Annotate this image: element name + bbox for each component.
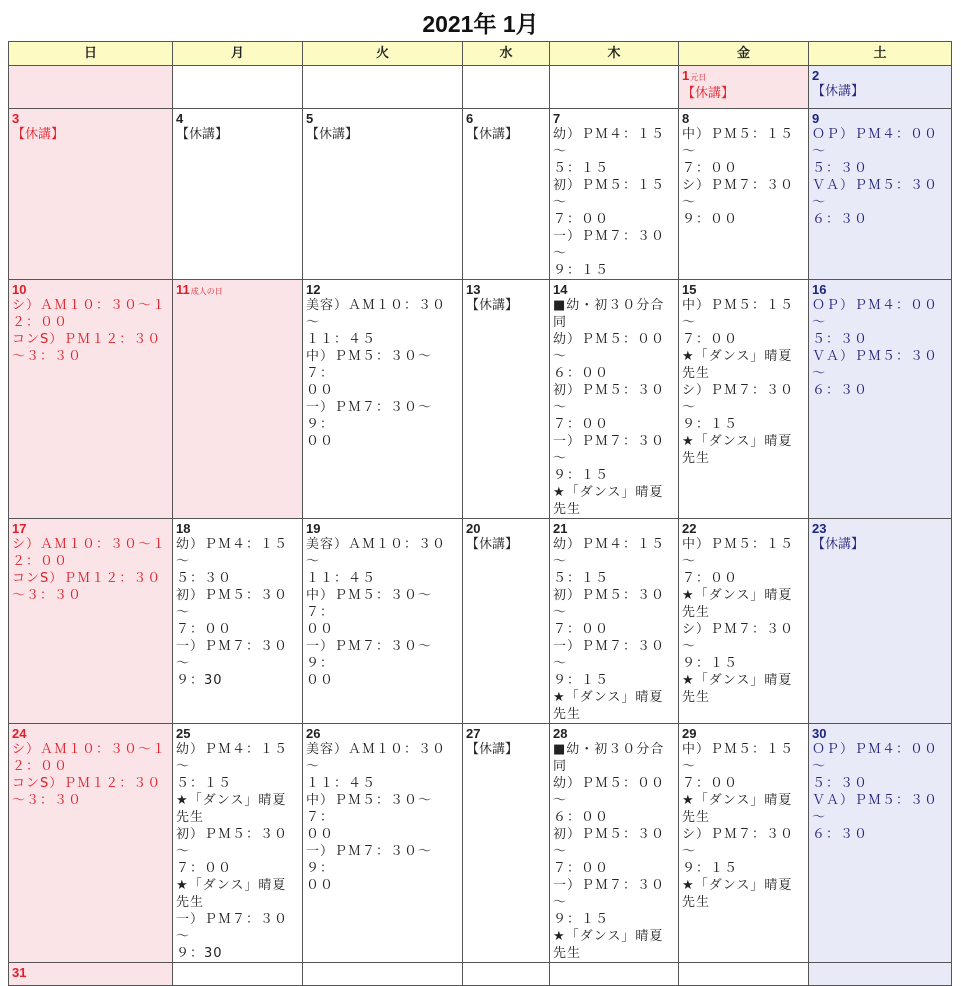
schedule-line: １１：４５ (306, 571, 377, 586)
schedule-line: 同 (553, 759, 568, 774)
day-number: 15 (682, 282, 697, 297)
schedule-line: 初）ＰＭ５：３０～ (176, 588, 289, 620)
schedule-line: 一）ＰＭ７：３０～ (553, 229, 666, 261)
day-cell-8 (679, 109, 809, 280)
schedule-line: 一）ＰＭ７：３０～９： (306, 639, 433, 671)
holiday-label: 成人の日 (190, 287, 223, 296)
schedule-line: 美容）ＡＭ１０：３０～ (306, 298, 447, 330)
kyuko-label: 【休講】 (176, 127, 229, 142)
day-cell-15 (679, 280, 809, 519)
calendar-table (8, 41, 952, 986)
schedule-line: 一）ＰＭ７：３０～９： (306, 400, 433, 432)
schedule-line: 幼）ＰＭ４：１５～ (553, 537, 666, 569)
weekday-sun: 日 (9, 42, 173, 66)
weekday-header-row (9, 42, 952, 66)
kyuko-label: 【休講】 (812, 84, 865, 99)
schedule-line: 幼）ＰＭ４：１５～ (553, 127, 666, 159)
day-number: 24 (12, 726, 27, 741)
day-number: 28 (553, 726, 568, 741)
schedule-line: 中）ＰＭ５：３０～７： (306, 349, 433, 381)
day-cell-30 (809, 724, 952, 963)
week-row (9, 519, 952, 724)
schedule-line: ２：００ (12, 315, 69, 330)
schedule-line: 先生 (682, 451, 711, 466)
schedule-line: シ）ＡＭ１０：３０～１ (12, 537, 167, 552)
kyuko-label: 【休講】 (682, 86, 735, 101)
schedule-line: 先生 (682, 895, 711, 910)
schedule-line: シ）ＰＭ７：３０～ (682, 827, 795, 859)
schedule-line: ■幼・初３０分合 (553, 298, 665, 313)
schedule-line: 幼）ＰＭ５：００～ (553, 332, 666, 364)
schedule-line: ９：30 (176, 673, 223, 688)
day-number: 16 (812, 282, 827, 297)
week-row (9, 66, 952, 109)
schedule-line: ～３：３０ (12, 588, 83, 603)
day-cell-3 (9, 109, 173, 280)
kyuko-label: 【休講】 (466, 537, 519, 552)
schedule-line: ７：００ (176, 622, 233, 637)
day-number: 4 (176, 111, 184, 126)
schedule-line: ７：００ (682, 332, 739, 347)
day-number: 3 (12, 111, 20, 126)
day-cell-2 (809, 66, 952, 109)
schedule-line: ６：３０ (812, 383, 869, 398)
schedule-line: ００ (306, 434, 335, 449)
kyuko-label: 【休講】 (466, 127, 519, 142)
schedule-line: 初）ＰＭ５：３０～ (553, 827, 666, 859)
schedule-line: ６：００ (553, 810, 610, 825)
schedule-line: 美容）ＡＭ１０：３０～ (306, 742, 447, 774)
kyuko-label: 【休講】 (306, 127, 359, 142)
kyuko-label: 【休講】 (466, 742, 519, 757)
day-number: 1元日 (682, 68, 707, 83)
schedule-line: 一）ＰＭ７：３０～９： (306, 844, 433, 876)
day-cell-20 (463, 519, 550, 724)
schedule-line: 先生 (553, 502, 582, 517)
day-number: 8 (682, 111, 690, 126)
schedule-line: 一）ＰＭ７：３０～ (553, 639, 666, 671)
schedule-line: 一）ＰＭ７：３０～ (553, 434, 666, 466)
day-cell-13 (463, 280, 550, 519)
day-cell-1 (679, 66, 809, 109)
day-number: 26 (306, 726, 321, 741)
schedule-line: ００ (306, 622, 335, 637)
day-number: 17 (12, 521, 27, 536)
schedule-line: コンS）ＰＭ１２：３０ (12, 332, 162, 347)
schedule-line: ★「ダンス」晴夏 (682, 793, 793, 808)
kyuko-label: 【休講】 (812, 537, 865, 552)
empty-cell (809, 963, 952, 986)
day-number: 5 (306, 111, 314, 126)
schedule-line: コンS）ＰＭ１２：３０ (12, 571, 162, 586)
schedule-line: ５：１５ (553, 161, 610, 176)
day-cell-12 (303, 280, 463, 519)
schedule-line: ★「ダンス」晴夏 (553, 929, 664, 944)
schedule-line: ＶＡ）ＰＭ５：３０～ (812, 793, 939, 825)
schedule-line: ２：００ (12, 759, 69, 774)
schedule-line: ００ (306, 878, 335, 893)
schedule-line: ５：１５ (176, 776, 233, 791)
schedule-line: １１：４５ (306, 332, 377, 347)
day-cell-14 (550, 280, 679, 519)
week-row (9, 109, 952, 280)
schedule-line: ５：３０ (812, 776, 869, 791)
day-number: 27 (466, 726, 481, 741)
schedule-line: ７：００ (682, 161, 739, 176)
schedule-line: 先生 (682, 605, 711, 620)
schedule-line: ★「ダンス」晴夏 (682, 673, 793, 688)
schedule-line: ９：００ (682, 212, 739, 227)
schedule-line: ～３：３０ (12, 349, 83, 364)
schedule-line: 中）ＰＭ５：３０～７： (306, 793, 433, 825)
schedule-line: 初）ＰＭ５：３０～ (176, 827, 289, 859)
schedule-line: ７：００ (176, 861, 233, 876)
schedule-line: ９：１５ (682, 417, 739, 432)
schedule-line: シ）ＡＭ１０：３０～１ (12, 298, 167, 313)
day-number: 31 (12, 965, 27, 980)
empty-cell (303, 963, 463, 986)
day-number: 23 (812, 521, 827, 536)
schedule-line: ９：１５ (553, 263, 610, 278)
schedule-line: 中）ＰＭ５：３０～７： (306, 588, 433, 620)
schedule-line: シ）ＰＭ７：３０～ (682, 178, 795, 210)
schedule-line: 先生 (682, 690, 711, 705)
day-cell-28 (550, 724, 679, 963)
schedule-line: ★「ダンス」晴夏 (682, 349, 793, 364)
day-number: 13 (466, 282, 481, 297)
schedule-line: ９：１５ (553, 673, 610, 688)
schedule-line: ★「ダンス」晴夏 (176, 878, 287, 893)
kyuko-label: 【休講】 (466, 298, 519, 313)
day-cell-5 (303, 109, 463, 280)
schedule-line: ＯＰ）ＰＭ４：００～ (812, 127, 939, 159)
schedule-line: ６：３０ (812, 212, 869, 227)
empty-cell (463, 66, 550, 109)
schedule-line: ００ (306, 673, 335, 688)
day-number: 10 (12, 282, 27, 297)
schedule-line: シ）ＡＭ１０：３０～１ (12, 742, 167, 757)
schedule-line: 先生 (176, 895, 205, 910)
day-cell-25 (173, 724, 303, 963)
day-cell-9 (809, 109, 952, 280)
schedule-line: ★「ダンス」晴夏 (553, 485, 664, 500)
schedule-line: ７：００ (682, 776, 739, 791)
empty-cell (550, 66, 679, 109)
day-cell-29 (679, 724, 809, 963)
empty-cell (463, 963, 550, 986)
day-cell-11 (173, 280, 303, 519)
schedule-line: 中）ＰＭ５：１５～ (682, 537, 795, 569)
schedule-line: 同 (553, 315, 568, 330)
day-cell-27 (463, 724, 550, 963)
schedule-line: ★「ダンス」晴夏 (553, 690, 664, 705)
schedule-line: ★「ダンス」晴夏 (176, 793, 287, 808)
day-cell-10 (9, 280, 173, 519)
schedule-line: 中）ＰＭ５：１５～ (682, 127, 795, 159)
schedule-line: ５：３０ (812, 332, 869, 347)
day-cell-4 (173, 109, 303, 280)
day-number: 30 (812, 726, 827, 741)
weekday-thu: 木 (550, 42, 679, 66)
schedule-line: ★「ダンス」晴夏 (682, 434, 793, 449)
day-number: 7 (553, 111, 561, 126)
schedule-line: ２：００ (12, 554, 69, 569)
weekday-fri: 金 (679, 42, 809, 66)
empty-cell (173, 66, 303, 109)
week-row (9, 963, 952, 986)
day-number: 6 (466, 111, 474, 126)
schedule-line: ６：００ (553, 366, 610, 381)
day-number: 20 (466, 521, 481, 536)
schedule-line: コンS）ＰＭ１２：３０ (12, 776, 162, 791)
schedule-line: ００ (306, 383, 335, 398)
schedule-line: １１：４５ (306, 776, 377, 791)
day-cell-6 (463, 109, 550, 280)
day-number: 22 (682, 521, 697, 536)
schedule-line: ７：００ (553, 861, 610, 876)
empty-cell (550, 963, 679, 986)
schedule-line: 幼）ＰＭ５：００～ (553, 776, 666, 808)
schedule-line: シ）ＰＭ７：３０～ (682, 383, 795, 415)
schedule-line: 中）ＰＭ５：１５～ (682, 298, 795, 330)
schedule-line: ００ (306, 827, 335, 842)
schedule-line: 初）ＰＭ５：１５～ (553, 178, 666, 210)
day-cell-16 (809, 280, 952, 519)
day-cell-17 (9, 519, 173, 724)
schedule-line: ７：００ (553, 212, 610, 227)
schedule-line: シ）ＰＭ７：３０～ (682, 622, 795, 654)
day-cell-19 (303, 519, 463, 724)
schedule-line: 先生 (176, 810, 205, 825)
schedule-line: 初）ＰＭ５：３０～ (553, 383, 666, 415)
schedule-line: ６：３０ (812, 827, 869, 842)
day-cell-7 (550, 109, 679, 280)
schedule-line: 一）ＰＭ７：３０～ (176, 912, 289, 944)
schedule-line: ５：１５ (553, 571, 610, 586)
day-cell-24 (9, 724, 173, 963)
weekday-tue: 火 (303, 42, 463, 66)
empty-cell (303, 66, 463, 109)
schedule-line: ～３：３０ (12, 793, 83, 808)
schedule-line: ■幼・初３０分合 (553, 742, 665, 757)
day-number: 21 (553, 521, 568, 536)
schedule-line: 美容）ＡＭ１０：３０～ (306, 537, 447, 569)
schedule-line: ９：１５ (682, 861, 739, 876)
day-number: 29 (682, 726, 697, 741)
schedule-line: ９：１５ (553, 912, 610, 927)
day-number: 2 (812, 68, 820, 83)
schedule-line: 先生 (682, 366, 711, 381)
empty-cell (679, 963, 809, 986)
day-cell-22 (679, 519, 809, 724)
schedule-line: 先生 (553, 707, 582, 722)
day-number: 18 (176, 521, 191, 536)
schedule-line: ９：１５ (553, 468, 610, 483)
schedule-line: ＶＡ）ＰＭ５：３０～ (812, 349, 939, 381)
holiday-label: 元日 (690, 73, 707, 82)
schedule-line: ＯＰ）ＰＭ４：００～ (812, 298, 939, 330)
schedule-line: ７：００ (682, 571, 739, 586)
schedule-line: 一）ＰＭ７：３０～ (176, 639, 289, 671)
weekday-mon: 月 (173, 42, 303, 66)
weekday-sat: 土 (809, 42, 952, 66)
schedule-line: ５：３０ (176, 571, 233, 586)
schedule-line: ＯＰ）ＰＭ４：００～ (812, 742, 939, 774)
schedule-line: ９：１５ (682, 656, 739, 671)
day-number: 11成人の日 (176, 282, 223, 297)
empty-cell (173, 963, 303, 986)
schedule-line: 幼）ＰＭ４：１５～ (176, 537, 289, 569)
day-number: 9 (812, 111, 820, 126)
schedule-line: 先生 (682, 810, 711, 825)
schedule-line: ５：３０ (812, 161, 869, 176)
week-row (9, 280, 952, 519)
schedule-line: 中）ＰＭ５：１５～ (682, 742, 795, 774)
day-cell-26 (303, 724, 463, 963)
schedule-line: 初）ＰＭ５：３０～ (553, 588, 666, 620)
schedule-line: 幼）ＰＭ４：１５～ (176, 742, 289, 774)
schedule-line: 一）ＰＭ７：３０～ (553, 878, 666, 910)
schedule-line: ７：００ (553, 417, 610, 432)
weekday-wed: 水 (463, 42, 550, 66)
calendar-title: 2021年 1月 (422, 11, 539, 37)
schedule-line: ７：００ (553, 622, 610, 637)
schedule-line: ９：30 (176, 946, 223, 961)
day-number: 14 (553, 282, 568, 297)
schedule-line: ＶＡ）ＰＭ５：３０～ (812, 178, 939, 210)
day-number: 19 (306, 521, 321, 536)
day-cell-23 (809, 519, 952, 724)
day-cell-18 (173, 519, 303, 724)
day-number: 12 (306, 282, 321, 297)
schedule-line: ★「ダンス」晴夏 (682, 588, 793, 603)
empty-cell (9, 66, 173, 109)
day-cell-21 (550, 519, 679, 724)
day-number: 25 (176, 726, 191, 741)
week-row (9, 724, 952, 963)
schedule-line: 先生 (553, 946, 582, 961)
kyuko-label: 【休講】 (12, 127, 65, 142)
schedule-line: ★「ダンス」晴夏 (682, 878, 793, 893)
day-cell-31 (9, 963, 173, 986)
